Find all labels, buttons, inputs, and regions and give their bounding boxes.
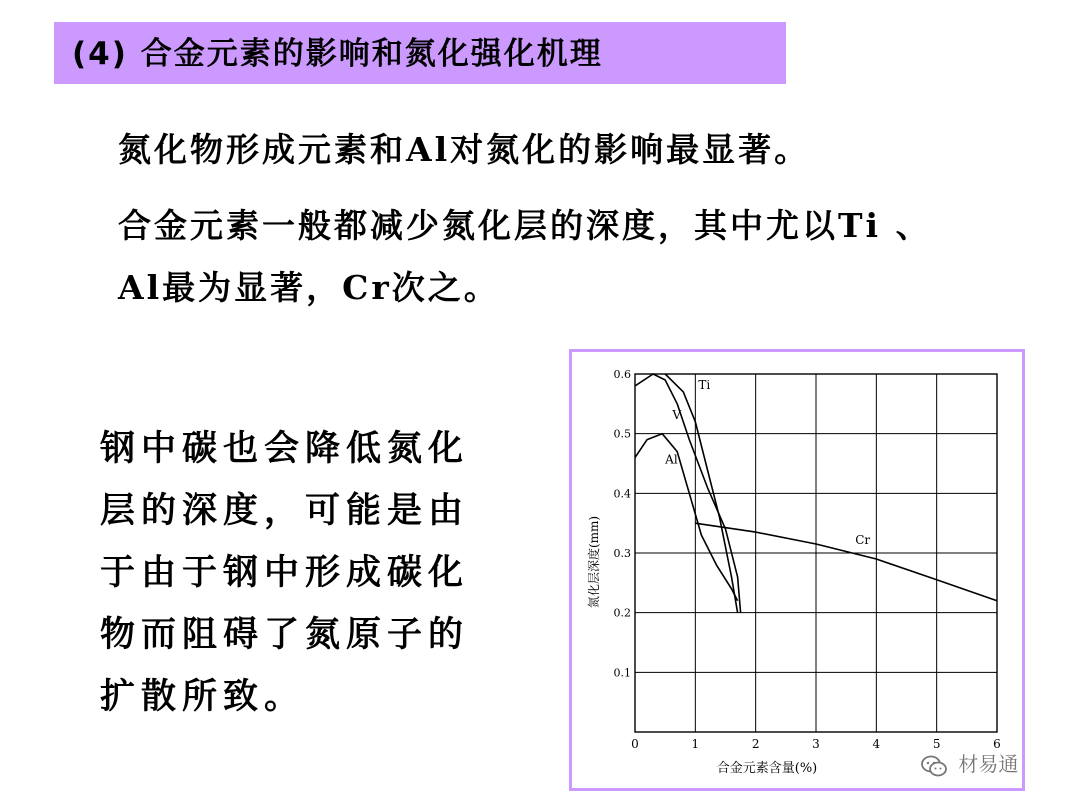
x-tick-label: 6	[993, 737, 1001, 751]
paragraph-2-line-2: Al最为显著，Cr次之。	[118, 268, 500, 307]
x-tick-label: 1	[691, 737, 700, 751]
y-tick-label: 0.4	[613, 487, 631, 501]
wechat-icon	[920, 754, 948, 778]
side-line-3: 于由于钢中形成碳化	[100, 552, 470, 593]
x-tick-label: 3	[812, 737, 820, 751]
nitriding-depth-chart	[572, 352, 1022, 788]
paragraph-1: 氮化物形成元素和Al对氮化的影响最显著。	[118, 130, 811, 169]
side-line-4: 物而阻碍了氮原子的	[100, 614, 470, 655]
series-label-v: V	[672, 407, 682, 422]
chart-xlabel: 合金元素含量(%)	[716, 761, 818, 776]
x-tick-label: 5	[932, 737, 941, 751]
watermark-text: 材易通	[958, 752, 1019, 776]
series-line-al	[635, 434, 738, 601]
chart-frame	[569, 349, 1025, 791]
series-label-ti: Ti	[698, 377, 711, 392]
y-tick-label: 0.1	[613, 666, 631, 680]
slide-title: (4) 合金元素的影响和氮化强化机理	[72, 36, 603, 72]
x-tick-label: 0	[631, 737, 639, 751]
series-line-cr	[695, 523, 997, 601]
side-line-1: 钢中碳也会降低氮化	[100, 428, 470, 469]
watermark	[920, 748, 1055, 782]
side-line-5: 扩散所致。	[100, 676, 306, 717]
x-tick-label: 4	[872, 737, 881, 751]
y-tick-label: 0.3	[613, 547, 631, 560]
series-label-al: Al	[665, 452, 678, 467]
series-label-cr: Cr	[855, 533, 871, 548]
y-tick-label: 0.2	[613, 606, 631, 620]
x-tick-label: 2	[751, 737, 760, 751]
side-line-2: 层的深度，可能是由	[100, 490, 470, 531]
y-tick-label: 0.6	[613, 368, 631, 381]
side-paragraph	[100, 418, 520, 728]
chart-ylabel: 氮化层深度(mm)	[587, 515, 601, 609]
paragraph-2-line-1: 合金元素一般都减少氮化层的深度，其中尤以Ti 、	[118, 206, 932, 245]
y-tick-label: 0.5	[613, 427, 631, 441]
